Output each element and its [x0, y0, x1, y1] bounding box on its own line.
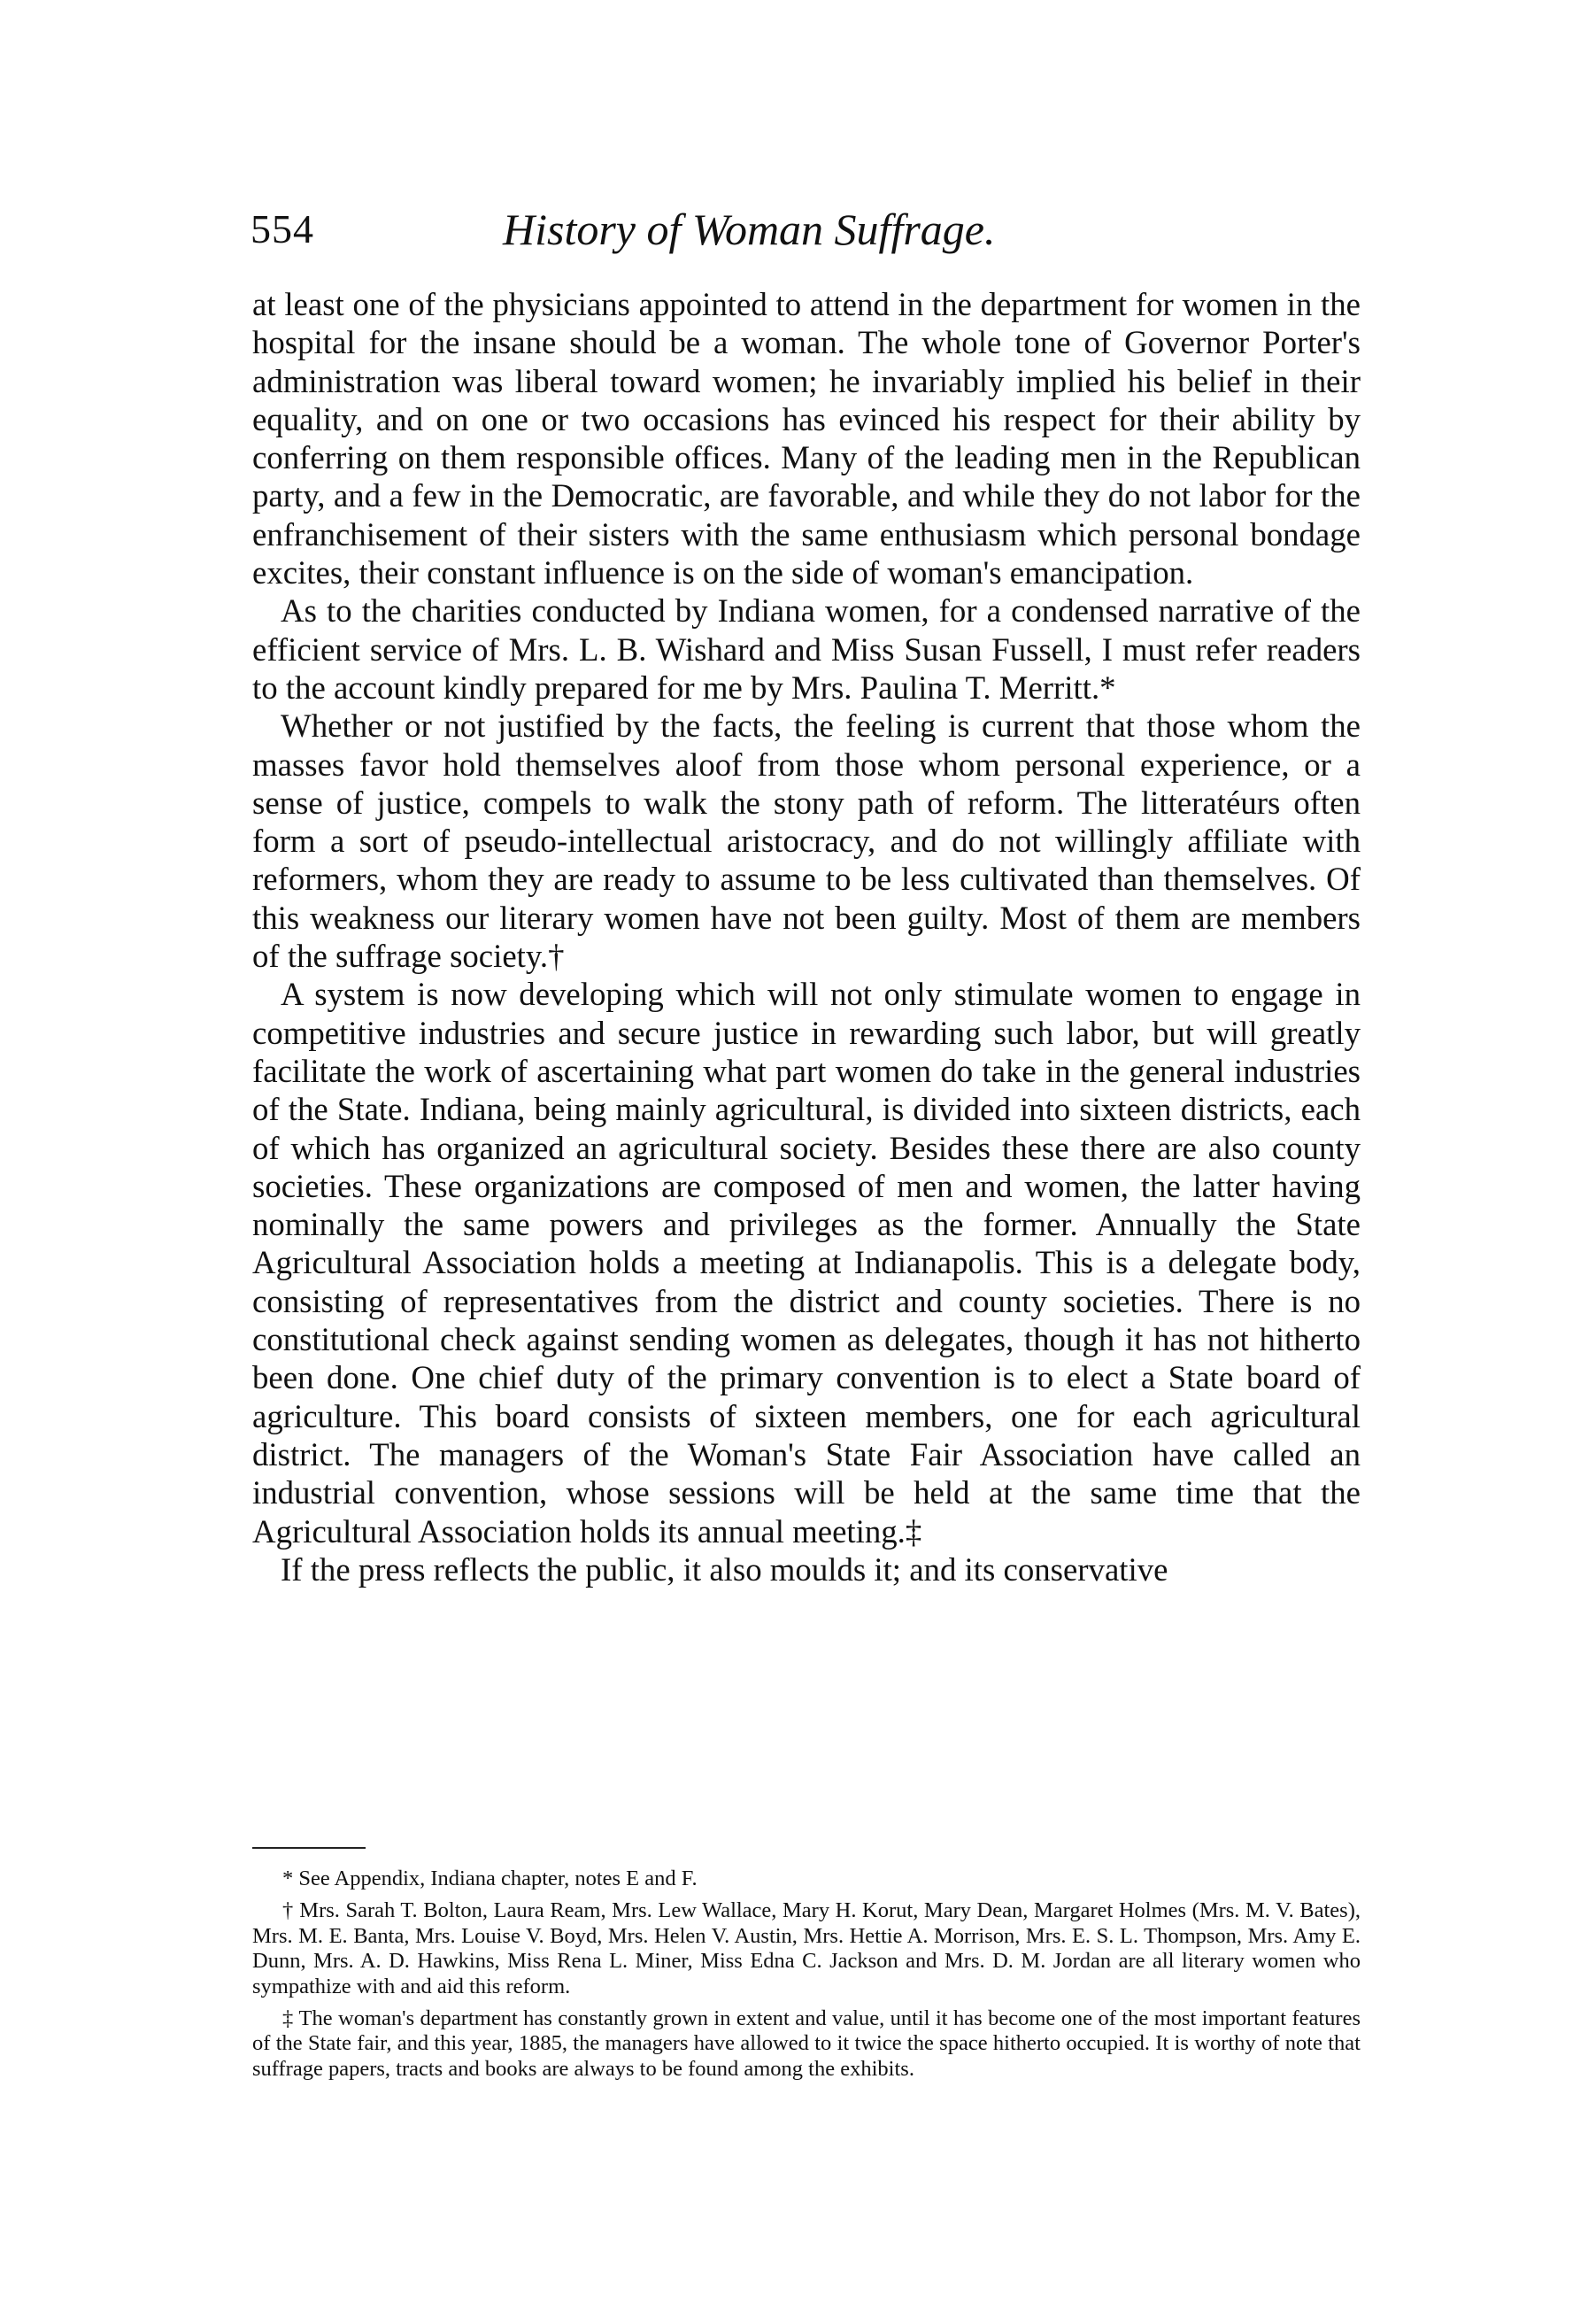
- footnote: ‡ The woman's department has constantly grown in extent and value, until it has become one of the most important features of the State fair, and this year, 1885, the managers have allowed to it twice the space hitherto occupied. It is worthy of note that suffrage papers, tracts and books are always to be found among the exhibits.: [252, 2006, 1361, 2081]
- footnote-divider: [252, 1847, 366, 1849]
- paragraph: If the press reflects the public, it also moulds it; and its conservative: [281, 1550, 1168, 1588]
- paragraph: As to the charities conducted by Indiana women, for a condensed narrative of the efficient service of Mrs. L. B. Wishard and Miss Susan Fussell, I must refer readers to the account kindly prepared for me by Mrs. Paulina T. Merritt.*: [252, 592, 1361, 706]
- footnote: † Mrs. Sarah T. Bolton, Laura Ream, Mrs. Lew Wallace, Mary H. Korut, Mary Dean, Margaret Holmes (Mrs. M. V. Bates), Mrs. M. E. Banta, Mrs. Louise V. Boyd, Mrs. Helen V. Austin, Mrs. Hettie A. Morrison, Mrs. E. S. L. Thompson, Mrs. Amy E. Dunn, Mrs. A. D. Hawkins, Miss Rena L. Miner, Miss Edna C. Jackson and Mrs. D. M. Jordan are all literary women who sympathize with and aid this reform.: [252, 1898, 1361, 1998]
- paragraph: at least one of the physicians appointed to attend in the department for women in the hospital for the insane should be a woman. The whole tone of Governor Porter's administration was liberal toward women; he invariably implied his belief in their equality, and on one or two occasions has evinced his respect for their ability by conferring on them responsible offices. Many of the leading men in the Republican party, and a few in the Democratic, are favorable, and while they do not labor for the enfranchisement of their sisters with the same enthusiasm which personal bondage excites, their constant influence is on the side of woman's emancipation.: [252, 286, 1361, 591]
- running-title: History of Woman Suffrage.: [503, 205, 996, 254]
- footnotes: [252, 1867, 1361, 2089]
- footnote: * See Appendix, Indiana chapter, notes E and F.: [282, 1867, 698, 1890]
- body-text: [252, 285, 1361, 1588]
- paragraph: A system is now developing which will not only stimulate women to engage in competitive industries and secure justice in rewarding such labor, but will greatly facilitate the work of ascertaining what part women do take in the general industries of the State. Indiana, being mainly agricultural, is divided into sixteen districts, each of which has organized an agricultural society. Besides these there are also county societies. These organizations are composed of men and women, the latter having nominally the same powers and privileges as the former. Annually the State Agricultural Association holds a meeting at Indianapolis. This is a delegate body, consisting of representatives from the district and county societies. There is no constitutional check against sending women as delegates, though it has not hitherto been done. One chief duty of the primary convention is to elect a State board of agriculture. This board consists of sixteen members, one for each agricultural district. The managers of the Woman's State Fair Association have called an industrial convention, whose sessions will be held at the same time that the Agricultural Association holds its annual meeting.‡: [252, 976, 1361, 1550]
- page-number: 554: [251, 206, 314, 251]
- running-head: [251, 205, 1366, 267]
- paragraph: Whether or not justified by the facts, the feeling is current that those whom the masses favor hold themselves aloof from those whom personal experience, or a sense of justice, compels to walk the stony path of reform. The litteratéurs often form a sort of pseudo-intellectual aristocracy, and do not willingly affiliate with reformers, whom they are ready to assume to be less cultivated than themselves. Of this weakness our literary women have not been guilty. Most of them are members of the suffrage society.†: [252, 707, 1361, 975]
